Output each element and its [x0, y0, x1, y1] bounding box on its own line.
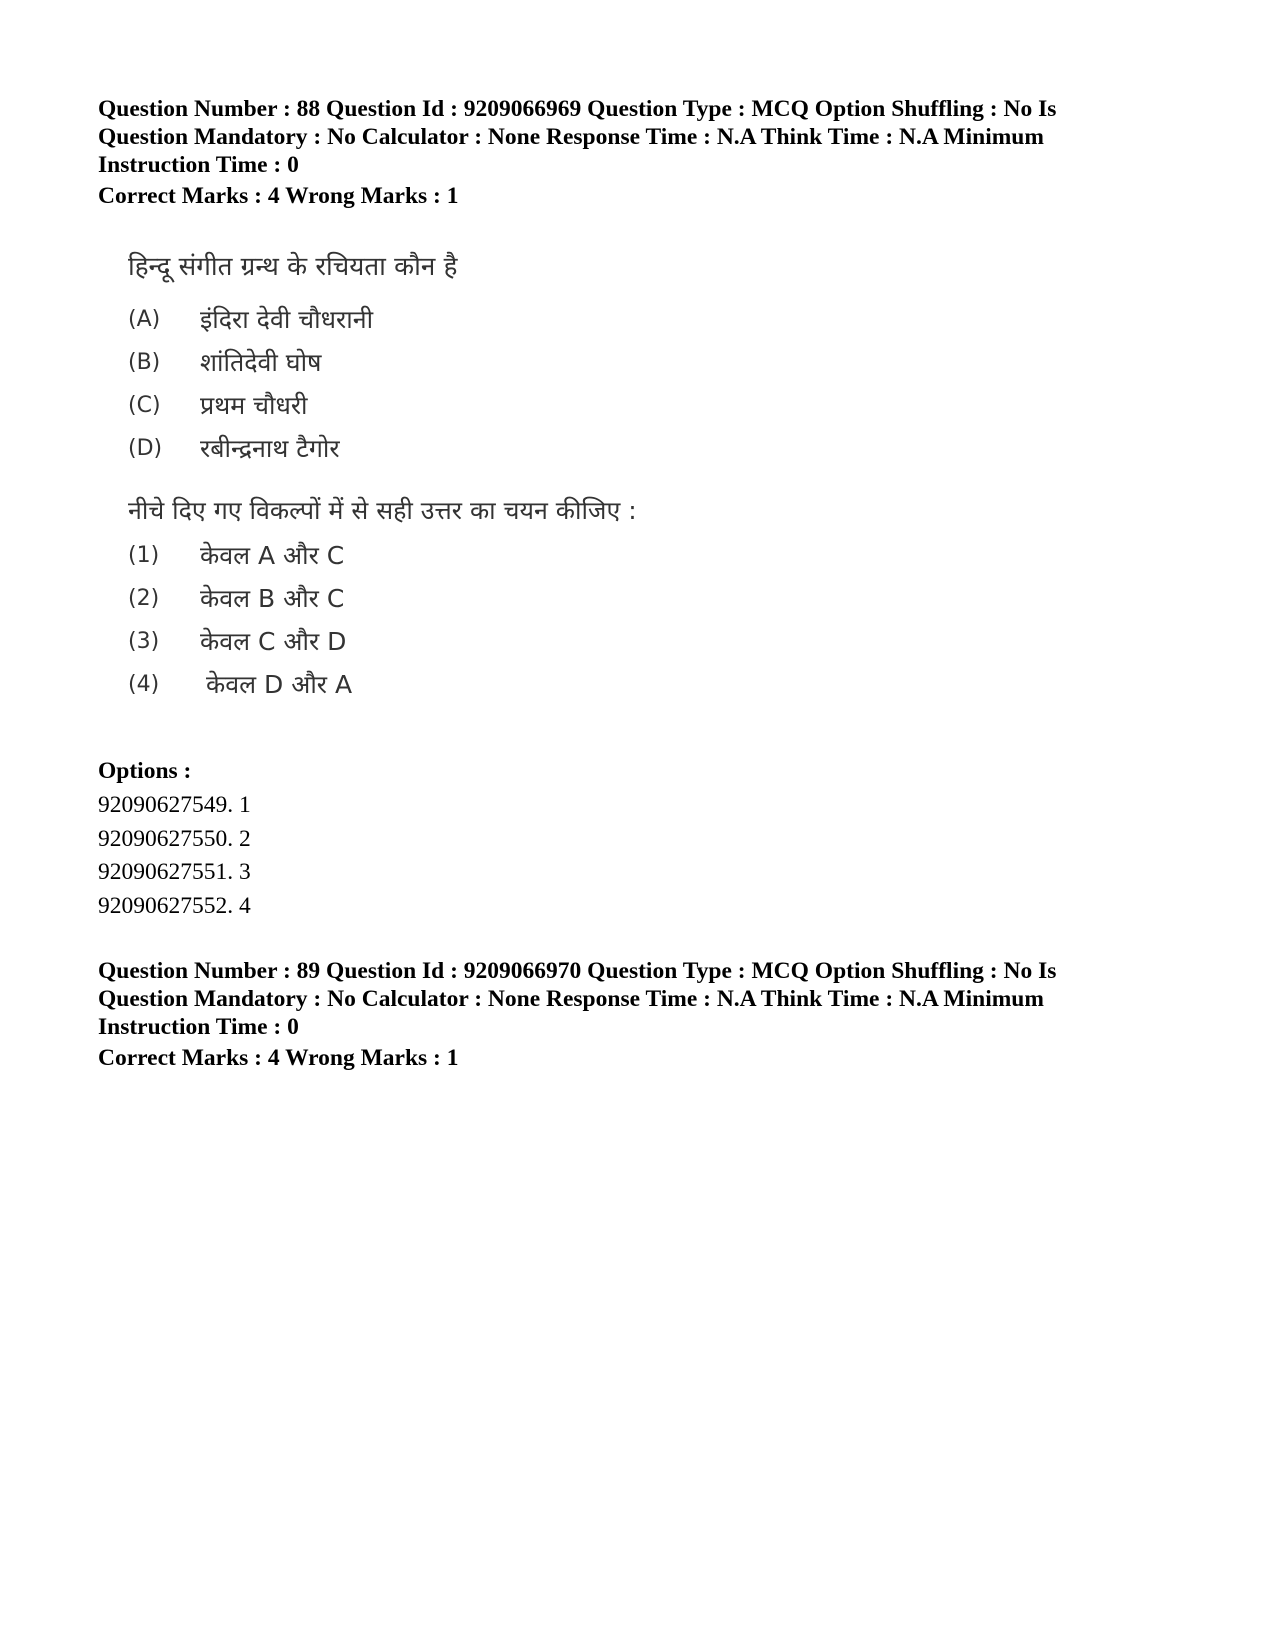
option-item: 92090627551. 3 — [98, 859, 251, 885]
statement-d-text: रबीन्द्रनाथ टैगोर — [200, 434, 340, 463]
option-item: 92090627552. 4 — [98, 892, 251, 919]
choice-4-label: (4) — [128, 672, 160, 697]
statement-c-text: प्रथम चौधरी — [200, 391, 308, 420]
choice-3 — [128, 620, 688, 663]
statement-a-label: (A) — [128, 307, 161, 332]
statement-d-label: (D) — [128, 436, 163, 461]
choice-2-text: केवल B और C — [200, 584, 345, 613]
question-88-instruction: नीचे दिए गए विकल्पों में से सही उत्तर का चयन कीजिए : — [128, 496, 637, 525]
question-88-meta-line-2: Question Mandatory : No Calculator : None Response Time : N.A Think Time : N.A Minimum — [98, 124, 1044, 150]
choice-2-label: (2) — [128, 586, 160, 611]
statement-a — [128, 298, 688, 341]
option-item: 92090627549. 1 — [98, 792, 251, 818]
choice-4 — [128, 663, 688, 706]
choice-3-label: (3) — [128, 629, 160, 654]
options-heading: Options : — [98, 758, 192, 784]
question-88-image — [128, 250, 688, 706]
question-88-meta — [98, 95, 1178, 179]
options-list — [98, 789, 251, 923]
choice-1-label: (1) — [128, 543, 160, 568]
choice-2 — [128, 577, 688, 620]
statement-a-text: इंदिरा देवी चौधरानी — [200, 305, 374, 334]
statement-d — [128, 427, 688, 470]
question-89-marks: Correct Marks : 4 Wrong Marks : 1 — [98, 1045, 459, 1071]
question-88-stem: हिन्दू संगीत ग्रन्थ के रचियता कौन है — [128, 252, 458, 282]
statement-b-text: शांतिदेवी घोष — [200, 348, 322, 377]
question-89-meta — [98, 957, 1178, 1041]
question-88-meta-line-3: Instruction Time : 0 — [98, 152, 299, 178]
choice-4-text: केवल D और A — [206, 670, 353, 699]
statement-c-label: (C) — [128, 393, 161, 418]
question-88-meta-line-1: Question Number : 88 Question Id : 9209066969 Question Type : MCQ Option Shuffling : No Is — [98, 96, 1057, 122]
question-89-meta-line-1: Question Number : 89 Question Id : 9209066970 Question Type : MCQ Option Shuffling : No Is — [98, 958, 1057, 984]
statement-c — [128, 384, 688, 427]
question-89-meta-line-3: Instruction Time : 0 — [98, 1014, 299, 1040]
question-88-marks: Correct Marks : 4 Wrong Marks : 1 — [98, 183, 459, 209]
choice-3-text: केवल C और D — [200, 627, 347, 656]
statement-b — [128, 341, 688, 384]
option-item: 92090627550. 2 — [98, 825, 251, 852]
statement-b-label: (B) — [128, 350, 161, 375]
choice-1 — [128, 534, 688, 577]
choice-1-text: केवल A और C — [200, 541, 345, 570]
question-89-meta-line-2: Question Mandatory : No Calculator : None Response Time : N.A Think Time : N.A Minimum — [98, 986, 1044, 1012]
